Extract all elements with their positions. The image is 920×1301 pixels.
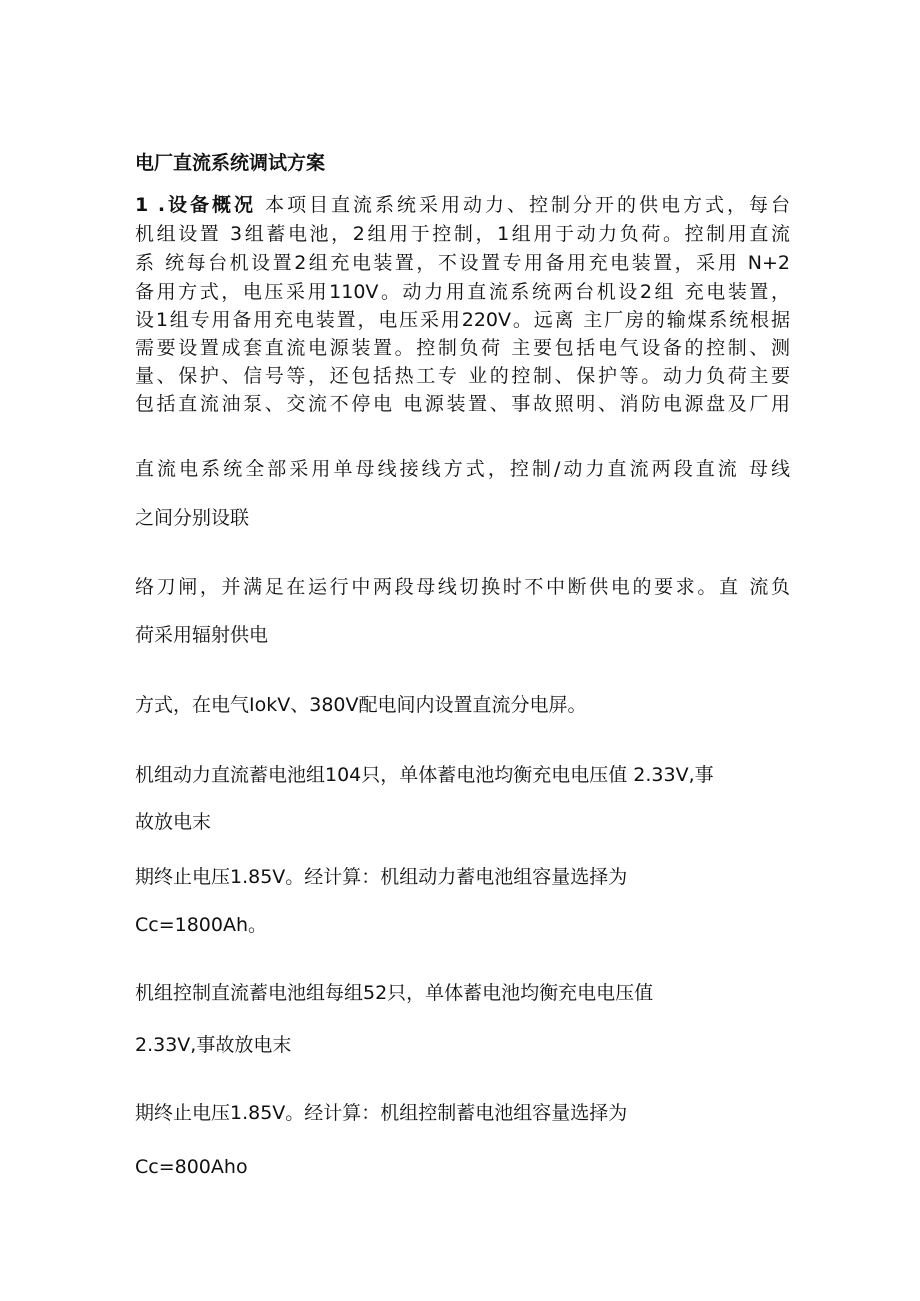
paragraph-line: 需要设置成套直流电源装置。控制负荷 主要包括电气设备的控制、测 xyxy=(135,337,790,359)
text-line: 方式，在电气IokV、380V配电间内设置直流分电屏。 xyxy=(135,694,587,716)
text-line: 荷采用辐射供电 xyxy=(135,624,269,646)
text-line: Cc=1800Ah。 xyxy=(135,914,268,936)
paragraph-line: 设1组专用备用充电装置，电压采用220V。远离 主厂房的输煤系统根据 xyxy=(135,309,790,331)
text-line: 机组动力直流蓄电池组104只，单体蓄电池均衡充电电压值 2.33V,事 xyxy=(135,764,714,786)
paragraph-text: 本项目直流系统采用动力、控制分开的供电方式，每台 xyxy=(265,194,790,216)
text-line: 故放电末 xyxy=(135,811,212,833)
paragraph-line: 量、保护、信号等，还包括热工专 业的控制、保护等。动力负荷主要 xyxy=(135,365,790,387)
section-heading: 1 .设备概况 xyxy=(135,194,257,216)
text-line: 直流电系统全部采用单母线接线方式，控制/动力直流两段直流 母线 xyxy=(135,458,790,480)
paragraph-line: 机组设置 3组蓄电池，2组用于控制，1组用于动力负荷。控制用直流 xyxy=(135,223,790,245)
text-line: 期终止电压1.85V。经计算：机组动力蓄电池组容量选择为 xyxy=(135,866,628,888)
text-line: 2.33V,事故放电末 xyxy=(135,1034,292,1056)
text-line: 期终止电压1.85V。经计算：机组控制蓄电池组容量选择为 xyxy=(135,1102,628,1124)
text-line: 机组控制直流蓄电池组每组52只，单体蓄电池均衡充电电压值 xyxy=(135,982,654,1004)
text-line: 之间分别设联 xyxy=(135,507,250,529)
paragraph-line: 系 统每台机设置2组充电装置，不设置专用备用充电装置，采用 N+2 xyxy=(135,252,790,274)
paragraph-line: 包括直流油泵、交流不停电 电源装置、事故照明、消防电源盘及厂用 xyxy=(135,393,790,415)
paragraph-line xyxy=(135,191,790,219)
paragraph-line: 备用方式，电压采用110V。动力用直流系统两台机设2组 充电装置， xyxy=(135,281,790,303)
document-title: 电厂直流系统调试方案 xyxy=(135,152,326,174)
text-line: 络刀闸，并满足在运行中两段母线切换时不中断供电的要求。直 流负 xyxy=(135,576,790,598)
text-line: Cc=800Aho xyxy=(135,1156,248,1178)
